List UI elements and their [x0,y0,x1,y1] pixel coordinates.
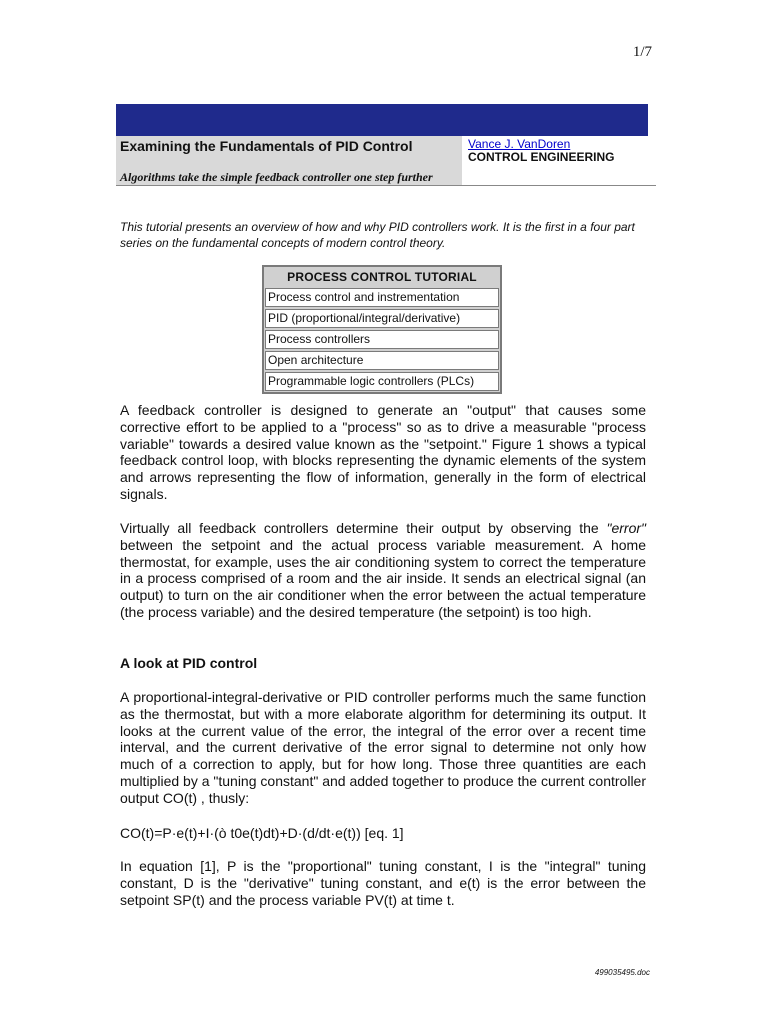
section-heading: A look at PID control [120,655,258,671]
paragraph-error [120,520,646,621]
header-byline-cell [462,136,656,186]
article-subtitle: Algorithms take the simple feedback controller one step further [120,170,433,184]
intro-paragraph: This tutorial presents an overview of how and why PID controllers work. It is the first in a four part series on the fundamental concepts of modern control theory. [120,220,635,250]
header-color-bar [116,104,648,136]
header-title-cell [116,136,462,186]
article-header [116,136,656,186]
toc-item[interactable]: Programmable logic controllers (PLCs) [265,372,499,391]
document-filename: 499035495.doc [594,968,650,977]
publication-name: CONTROL ENGINEERING [468,150,615,164]
article-title: Examining the Fundamentals of PID Control [120,138,413,154]
toc-item[interactable]: Open architecture [265,351,499,370]
error-term: "error" [606,520,646,536]
paragraph-error-text-2: between the setpoint and the actual process variable measurement. A home thermostat, for example, uses the air conditioning system to correct the temperature in a process comprised of a room and the air inside. It sends an electrical signal (an output) to turn on the air conditioner when the error between the actual temperature (the process variable) and the desired temperature (the setpoint) is too high. [120,536,646,620]
paragraph-pid: A proportional-integral-derivative or PID controller performs much the same function as the thermostat, but with a more elaborate algorithm for determining its output. It looks at the current value of the error, the integral of the error over a recent time interval, and the current derivative of the error signal to determine not only how much of a correction to apply, but for how long. Those three quantities are each multiplied by a "tuning constant" and added together to produce the current controller output CO(t) , thusly: [120,689,646,806]
tutorial-toc-box [262,265,502,394]
paragraph-feedback-controller: A feedback controller is designed to generate an "output" that causes some corrective effort to be applied to a "process" so as to drive a measurable "process variable" towards a desired value known as the "setpoint." Figure 1 shows a typical feedback control loop, with blocks representing the dynamic elements of the system and arrows representing the flow of information, generally in the form of electrical signals. [120,402,646,502]
paragraph-equation-explanation: In equation [1], P is the "proportional" tuning constant, I is the "integral" tuning constant, D is the "derivative" tuning constant, and e(t) is the error between the setpoint SP(t) and the process variable PV(t) at time t. [120,858,646,908]
toc-item[interactable]: PID (proportional/integral/derivative) [265,309,499,328]
page-number: 1/7 [632,44,652,60]
equation-1: CO(t)=P·e(t)+I·(ò t0e(t)dt)+D·(d/dt·e(t)) [eq. 1] [120,825,404,841]
toc-item[interactable]: Process control and instrementation [265,288,499,307]
author-link[interactable]: Vance J. VanDoren [468,137,571,151]
header-divider [116,185,656,186]
toc-item[interactable]: Process controllers [265,330,499,349]
paragraph-error-text-1: Virtually all feedback controllers determine their output by observing the [120,520,607,536]
toc-title: PROCESS CONTROL TUTORIAL [287,270,477,284]
